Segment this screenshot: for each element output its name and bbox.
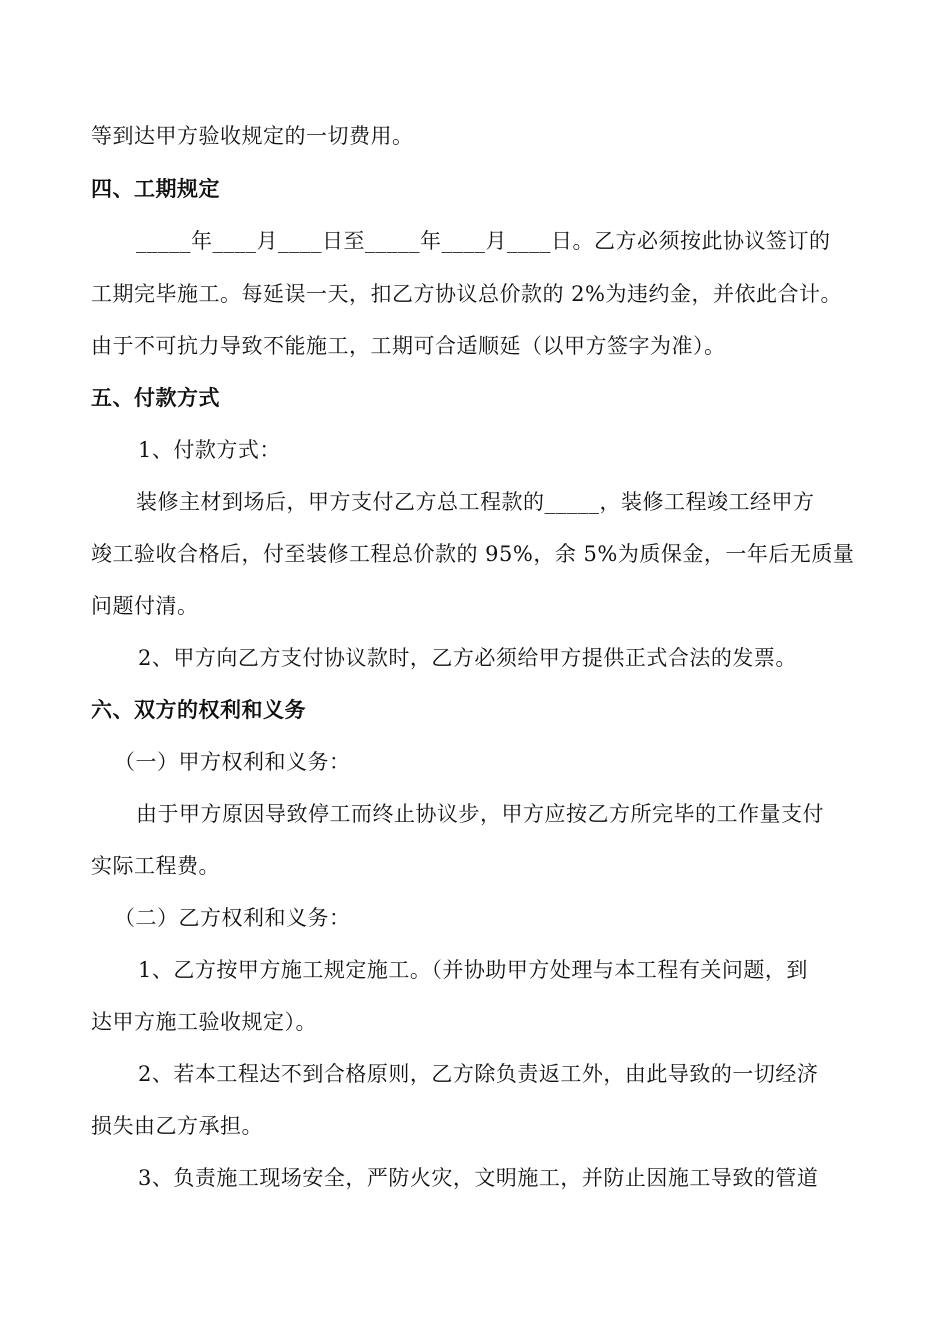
section-heading-rights: 六、双方的权利和义务 [91, 698, 306, 722]
list-item: 1、付款方式： [138, 438, 281, 462]
paragraph-line: 达甲方施工验收规定）。 [91, 1010, 317, 1034]
paragraph-line: 损失由乙方承担。 [91, 1114, 263, 1138]
sub-heading-party-a: （一）甲方权利和义务： [114, 750, 351, 774]
list-item: 2、甲方向乙方支付协议款时，乙方必须给甲方提供正式合法的发票。 [138, 646, 797, 670]
paragraph-line: _____年____月____日至_____年____月____日。乙方必须按此协议签订的 [136, 229, 831, 253]
sub-heading-party-b: （二）乙方权利和义务： [114, 906, 351, 930]
paragraph-line: 问题付清。 [91, 594, 199, 618]
paragraph-line: 由于甲方原因导致停工而终止协议步，甲方应按乙方所完毕的工作量支付 [136, 802, 824, 826]
list-item: 1、乙方按甲方施工规定施工。（并协助甲方处理与本工程有关问题，到 [138, 958, 808, 982]
list-item: 3、负责施工现场安全，严防火灾，文明施工，并防止因施工导致的管道 [138, 1166, 819, 1190]
paragraph-line: 装修主材到场后，甲方支付乙方总工程款的_____，装修工程竣工经甲方 [136, 490, 815, 514]
section-heading-payment: 五、付款方式 [91, 386, 220, 410]
paragraph-line: 工期完毕施工。每延误一天，扣乙方协议总价款的 2%为违约金，并依此合计。 [91, 282, 842, 306]
paragraph-line: 等到达甲方验收规定的一切费用。 [91, 124, 414, 148]
list-item: 2、若本工程达不到合格原则，乙方除负责返工外，由此导致的一切经济 [138, 1062, 819, 1086]
paragraph-line: 由于不可抗力导致不能施工，工期可合适顺延（以甲方签字为准）。 [91, 334, 726, 358]
paragraph-line: 实际工程费。 [91, 854, 220, 878]
paragraph-line: 竣工验收合格后，付至装修工程总价款的 95%，余 5%为质保金，一年后无质量 [91, 542, 855, 566]
section-heading-schedule: 四、工期规定 [91, 177, 220, 201]
